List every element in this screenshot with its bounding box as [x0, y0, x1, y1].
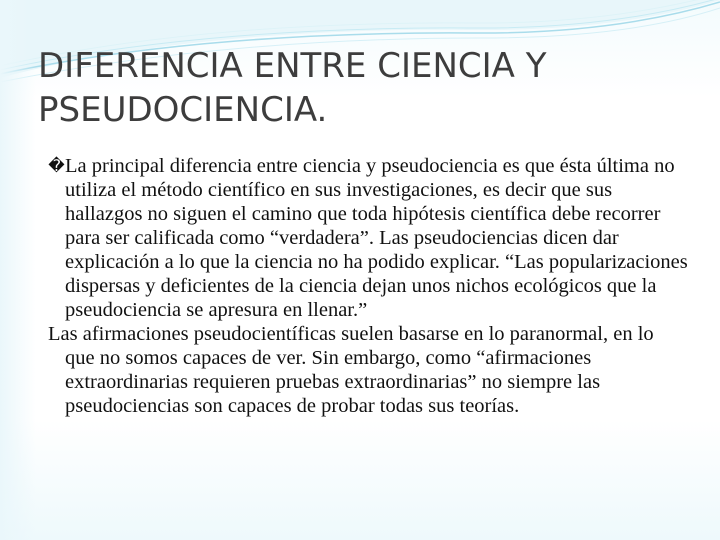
body-paragraph-2	[48, 322, 688, 418]
body-paragraph-1	[48, 154, 688, 322]
bullet-icon: �	[48, 156, 65, 175]
slide-body	[48, 154, 688, 418]
paragraph-text: Las afirmaciones pseudocientíficas suelen basarse en lo paranormal, en lo que no somos capaces de ver. Sin embargo, como “afirmaciones extraordinarias requieren pruebas extraordinarias” no siempre las pseudociencias son capaces de probar todas sus teorías.	[48, 323, 654, 417]
slide-title: DIFERENCIA ENTRE CIENCIA Y PSEUDOCIENCIA.	[38, 46, 547, 130]
paragraph-text: La principal diferencia entre ciencia y pseudociencia es que ésta última no utiliza el método científico en sus investigaciones, es decir que sus hallazgos no siguen el camino que toda hipótesis científica debe recorrer para ser calificada como “verdadera”. Las pseudociencias dicen dar explicación a lo que la ciencia no ha podido explicar. “Las popularizaciones dispersas y deficientes de la ciencia dejan unos nichos ecológicos que la pseudociencia se apresura en llenar.”	[65, 155, 688, 321]
